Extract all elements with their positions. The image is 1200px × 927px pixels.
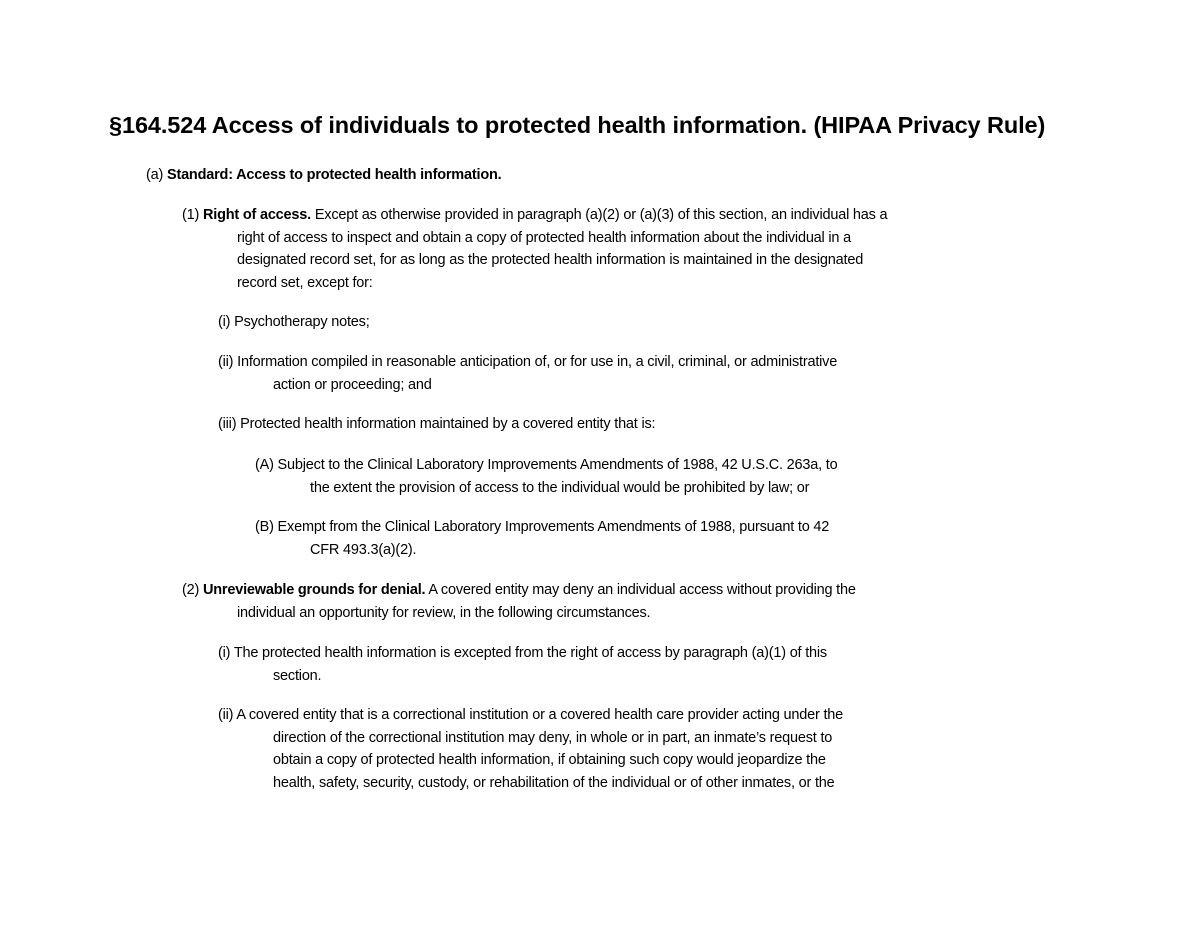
section-a2-line: A covered entity may deny an individual access without providing the xyxy=(428,582,856,598)
section-a xyxy=(146,164,501,187)
section-a1-ii-line: (ii) Information compiled in reasonable anticipation of, or for use in, a civil, criminal, or administrative xyxy=(218,354,838,370)
section-a1-label: (1) xyxy=(182,207,200,223)
section-a1-iii-line: (iii) Protected health information maintained by a covered entity that is: xyxy=(218,416,656,432)
section-a2 xyxy=(182,579,856,624)
section-a1-iii-A-line: (A) Subject to the Clinical Laboratory Improvements Amendments of 1988, 42 U.S.C. 263a, to xyxy=(255,457,838,473)
section-a2-heading: Unreviewable grounds for denial. xyxy=(202,582,426,598)
section-a1-line: record set, except for: xyxy=(237,274,373,291)
section-a1-iii-A-line: the extent the provision of access to the individual would be prohibited by law; or xyxy=(310,479,810,496)
section-a2-ii-line: direction of the correctional institution may deny, in whole or in part, an inmate’s request to xyxy=(273,729,833,746)
section-a1-i-line: (i) Psychotherapy notes; xyxy=(218,314,370,330)
section-a1-ii-line: action or proceeding; and xyxy=(273,376,432,393)
section-a2-ii-line: (ii) A covered entity that is a correctional institution or a covered health care provider acting under the xyxy=(218,707,844,723)
section-a1-line: designated record set, for as long as the protected health information is maintained in the designated xyxy=(237,252,864,268)
section-a1-line: right of access to inspect and obtain a copy of protected health information about the individual in a xyxy=(237,229,851,246)
section-a1-iii-B xyxy=(255,516,829,561)
section-a1-iii-B-line: (B) Exempt from the Clinical Laboratory Improvements Amendments of 1988, pursuant to 42 xyxy=(255,519,830,535)
section-a1-first-line xyxy=(182,204,887,227)
section-a1 xyxy=(182,204,887,294)
section-a1-iii xyxy=(218,413,655,436)
section-a1-line: Except as otherwise provided in paragraph (a)(2) or (a)(3) of this section, an individual has a xyxy=(314,207,888,223)
section-a2-label: (2) xyxy=(182,582,200,598)
section-a1-iii-A xyxy=(255,454,837,499)
section-a-label: (a) xyxy=(146,167,164,183)
section-a2-line: individual an opportunity for review, in the following circumstances. xyxy=(237,604,651,621)
document-title: §164.524 Access of individuals to protected health information. (HIPAA Privacy Rule) xyxy=(109,112,1046,138)
section-a1-heading: Right of access. xyxy=(202,207,311,223)
section-a2-ii-line: obtain a copy of protected health information, if obtaining such copy would jeopardize the xyxy=(273,752,826,768)
section-a1-ii xyxy=(218,351,837,396)
section-a2-ii-line: health, safety, security, custody, or rehabilitation of the individual or of other inmates, or the xyxy=(273,774,835,791)
section-a1-iii-B-line: CFR 493.3(a)(2). xyxy=(310,541,417,558)
section-a2-first-line xyxy=(182,579,856,602)
section-a2-i-line: (i) The protected health information is excepted from the right of access by paragraph (a)(1) of this xyxy=(218,645,827,661)
section-a2-i-line: section. xyxy=(273,667,322,684)
section-a1-i xyxy=(218,311,370,334)
section-a2-ii xyxy=(218,704,843,794)
section-a2-i xyxy=(218,642,827,687)
section-a-heading: Standard: Access to protected health information. xyxy=(166,167,502,183)
